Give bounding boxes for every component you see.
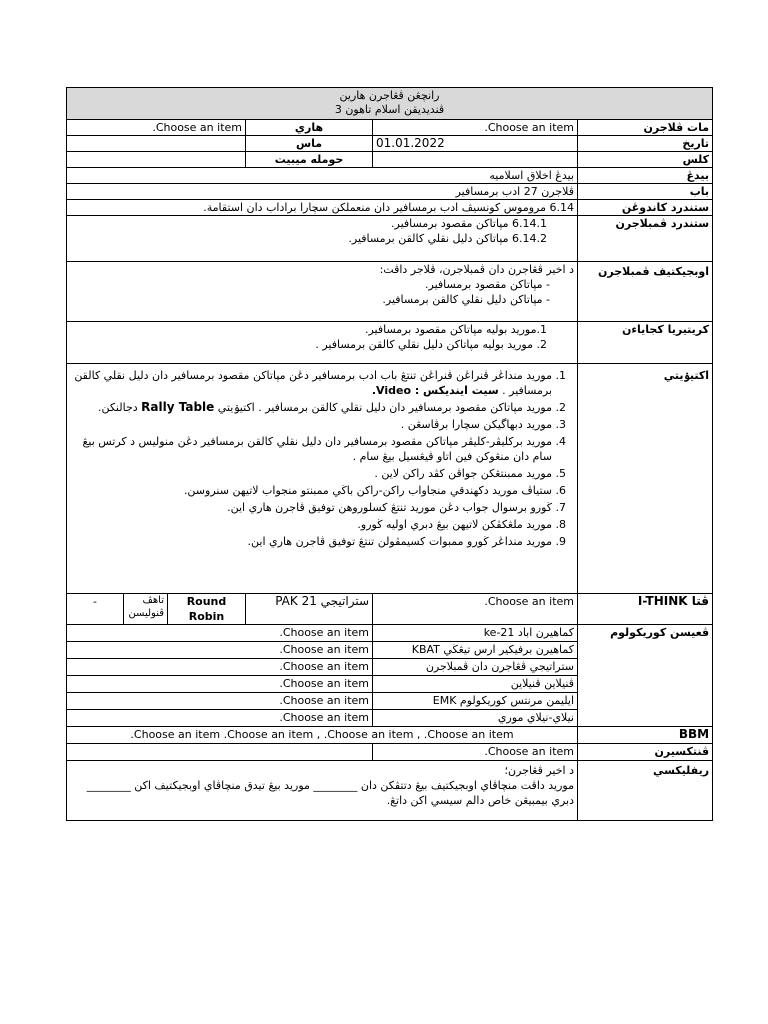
field-row — [67, 168, 713, 184]
activity-item: 9. موريد منداڠر ڬورو ممبوات كسيمڤولن تنتڠ توفيق ڤاجرن هاري اين. — [70, 534, 552, 549]
objectives-block — [67, 262, 578, 322]
learning-standard-item: 6.14.2 مڽاتاكن دليل نقلي كالقن برمسافير. — [348, 232, 547, 245]
activity-item: 4. موريد بركليڤر-كليڤر مڽاتاكن مقصود برمسافير دان دليل نقلي كالقن برمسافير دڠن منوليس د كرتس بيڠ سام دان منڠوكن فين اتاو ڤيڠسيل بيڠ سام . — [70, 434, 552, 464]
chapter-label: باب — [578, 184, 713, 200]
video-label: سيت اينديكس : Video. — [371, 384, 499, 397]
ithink-label: ڤتا I-THINK — [578, 594, 713, 625]
activity-item: 3. موريد دبهاگيكن سچارا برڤاسڠن . — [70, 417, 552, 432]
ithink-strategy: ستراتيجي PAK 21 — [246, 594, 373, 625]
time-value[interactable] — [67, 136, 246, 152]
chapter-row — [67, 184, 713, 200]
activity-item: 2. موريد مڽاتاكن مقصود برمسافير دان دليل نقلي كالقن برمسافير . اكتيۏيتي Rally Table دجالنكن. — [70, 400, 552, 415]
objective-item: - مڽاتاكن دليل نقلي كالقن برمسافير. — [70, 292, 550, 307]
success-criteria-row — [67, 322, 713, 364]
success-criteria-item: 1.موريد بوليه مڽاتاكن مقصود برمسافير. — [364, 323, 547, 336]
success-criteria-item: 2. موريد بوليه مڽاتاكن دليل نقلي كالقن برمسافير . — [315, 338, 547, 351]
lesson-plan-page — [66, 87, 712, 821]
field-label: بيدڠ — [578, 168, 713, 184]
class-blank-2 — [373, 152, 578, 168]
ithink-row — [67, 594, 713, 625]
success-criteria-label: كريتيريا كجاياءن — [578, 322, 713, 364]
learning-standard-item: 6.14.1 مڽاتاكن مقصود برمسافير. — [391, 217, 547, 230]
objectives-intro: د اخير ڤڠاجرن دان ڤمبلاجرن، ڤلاجر داڤت: — [379, 263, 574, 276]
date-value[interactable]: 01.01.2022 — [373, 136, 578, 152]
day-select[interactable]: .Choose an item — [67, 120, 246, 136]
subject-row — [67, 120, 713, 136]
cross-desc: كماهيرن اباد ke-21 — [373, 625, 578, 642]
date-label: تاريخ — [578, 136, 713, 152]
class-blank — [67, 152, 246, 168]
cross-select[interactable]: .Choose an item — [67, 676, 373, 693]
bbm-selects[interactable]: .Choose an item .Choose an item , .Choose an item , .Choose an item — [67, 727, 578, 744]
rally-table-label: Rally Table — [141, 400, 215, 414]
assessment-row — [67, 744, 713, 761]
time-label: ماس — [246, 136, 373, 152]
chapter-value: ڤلاجرن 27 ادب برمسافير — [67, 184, 578, 200]
class-row — [67, 152, 713, 168]
class-value[interactable]: حومله ميبيت — [246, 152, 373, 168]
cross-desc: ستراتيجي ڤڠاجرن دان ڤمبلاجرن — [373, 659, 578, 676]
objective-item: - مڽاتاكن مقصود برمسافير. — [70, 277, 550, 292]
header-title: رانچڠن ڤڠاجرن هارين — [339, 89, 440, 102]
cross-curriculum-label: ڤعيسن كوريكولوم — [578, 625, 713, 727]
ithink-method: Round Robin — [168, 594, 246, 625]
field-value: بيدڠ اخلاق اسلاميه — [67, 168, 578, 184]
content-standard-label: ستندرد کاندوڠن — [578, 200, 713, 216]
subject-select[interactable]: .Choose an item — [373, 120, 578, 136]
header-row — [67, 88, 713, 120]
assessment-select[interactable]: .Choose an item — [373, 744, 578, 761]
activity-item: 6. ستياڤ موريد دكهندقي منجاواب راكن-راكن باڬي ممبنتو منجواب لاتيهن سنروسن. — [70, 483, 552, 498]
date-row — [67, 136, 713, 152]
class-label: كلس — [578, 152, 713, 168]
bbm-row — [67, 727, 713, 744]
activities-label: اكتيۏيتي — [578, 364, 713, 594]
content-standard-value: 6.14 مروموس كونسيڤ ادب برمسافير دان منعملكن سچارا براداب دان استقامة. — [67, 200, 578, 216]
lesson-plan-table — [66, 87, 713, 821]
cross-select[interactable]: .Choose an item — [67, 693, 373, 710]
day-label: هاري — [246, 120, 373, 136]
reflection-block — [67, 761, 578, 821]
activity-item: 1. موريد منداڠر ڤنراڠن ڤنراڠن تنتڠ باب ادب برمسافير دڠن مڽاتاكن مقصود برمسافير دان دليل نقلي كالقن برمسافير . سيت اينديكس : Video. — [70, 368, 552, 398]
ithink-dash: - — [67, 594, 124, 625]
bbm-label: BBM — [578, 727, 713, 744]
activities-block — [67, 364, 578, 594]
cross-select[interactable]: .Choose an item — [67, 642, 373, 659]
cross-select[interactable]: .Choose an item — [67, 659, 373, 676]
activity-item: 7. ڬورو برسوال جواب دڠن موريد تنتڠ كسلوروهن توفيق ڤاجرن هاري اين. — [70, 500, 552, 515]
assessment-label: ڤنتكسيرن — [578, 744, 713, 761]
reflection-line[interactable]: موريد داڤت منچاڤاي اوبجيكتيف بيڠ دتتڤكن دان ________ موريد بيڠ تيدق منچاڤاي اوبجيكتيف اكن ________ — [86, 779, 574, 792]
reflection-row — [67, 761, 713, 821]
learning-standard-label: ستندرد ڤمبلاجرن — [578, 216, 713, 262]
reflection-label: ريفليكسي — [578, 761, 713, 821]
ithink-tech: تاهڤ ڤنوليسن — [124, 594, 168, 625]
cross-desc: نيلاي-نيلاي موري — [373, 710, 578, 727]
subject-label: مات ڤلاجرن — [578, 120, 713, 136]
cross-desc: كماهيرن برفيكير ارس تيڠڬي KBAT — [373, 642, 578, 659]
assessment-blank — [67, 744, 373, 761]
reflection-line: دبري بيمبيڠن خاص دالم سيسي اكن داتڠ. — [386, 794, 574, 807]
activity-item: 5. موريد ممبنتڠكن جواڤن كڤد راكن لاين . — [70, 466, 552, 481]
activities-row — [67, 364, 713, 594]
content-standard-row — [67, 200, 713, 216]
objectives-label: اوبجيكتيف ڤمبلاجرن — [578, 262, 713, 322]
cross-desc: ايليمن مرنتس كوريكولوم EMK — [373, 693, 578, 710]
success-criteria-list — [67, 322, 578, 364]
ithink-select[interactable]: .Choose an item — [373, 594, 578, 625]
learning-standard-list — [67, 216, 578, 262]
header-subtitle: ڤنديديقن اسلام تاهون 3 — [334, 103, 445, 116]
cross-desc: ڤنيلاين ڤنيلاين — [373, 676, 578, 693]
cross-curriculum-row — [67, 625, 713, 642]
reflection-intro: د اخير ڤڠاجرن؛ — [504, 764, 574, 777]
activity-item: 8. موريد ملڠكڤكن لاتيهن بيڠ دبري اوليه ڬورو. — [70, 517, 552, 532]
objectives-row — [67, 262, 713, 322]
cross-select[interactable]: .Choose an item — [67, 710, 373, 727]
cross-select[interactable]: .Choose an item — [67, 625, 373, 642]
learning-standard-row — [67, 216, 713, 262]
